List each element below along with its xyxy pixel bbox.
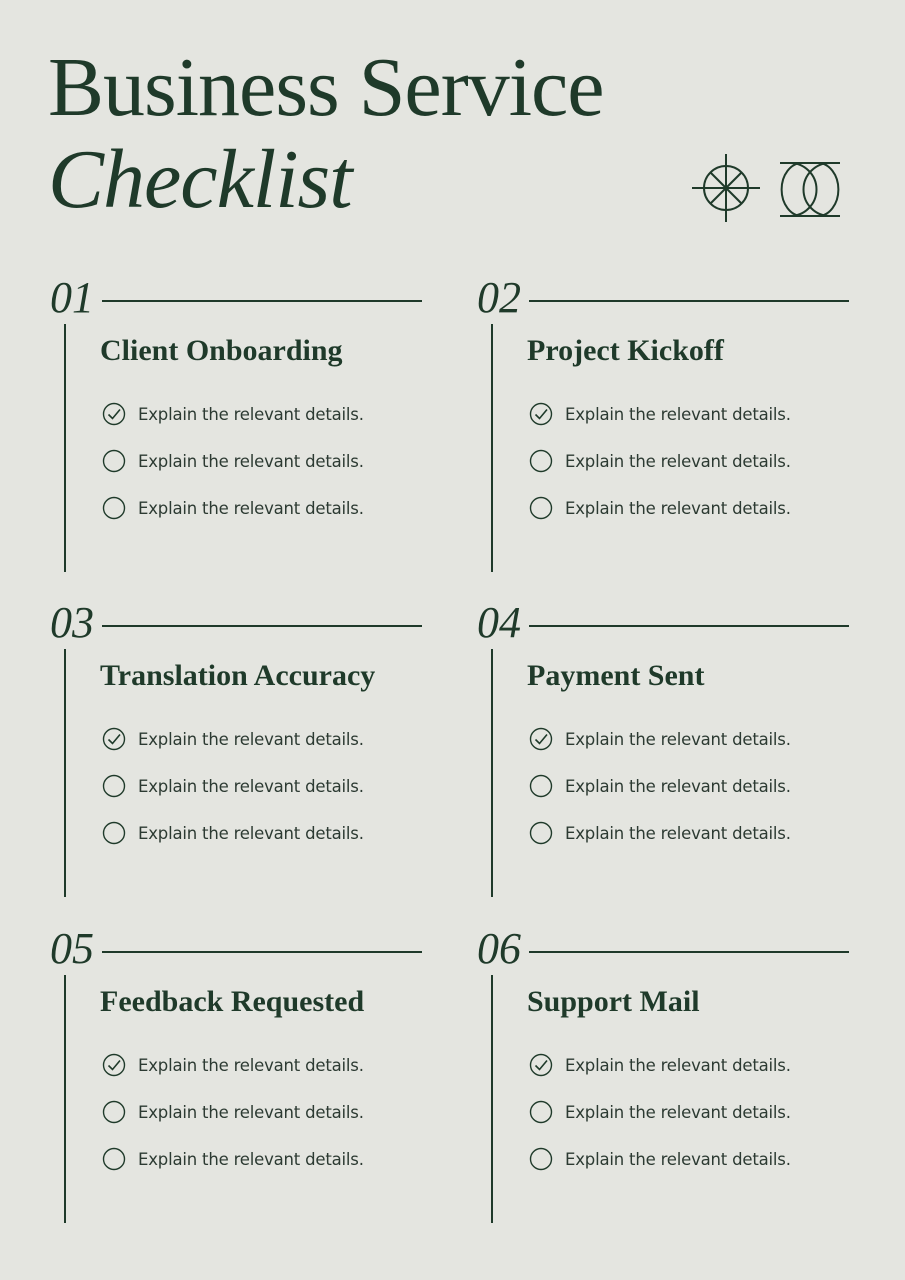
checklist-item[interactable] [529, 1053, 791, 1077]
checklist-item[interactable] [529, 774, 791, 798]
checklist-item-label: Explain the relevant details. [138, 1102, 364, 1122]
section-title: Payment Sent [527, 659, 705, 692]
empty-circle-icon[interactable] [529, 821, 553, 845]
section-number: 01 [50, 273, 94, 322]
page-title-line-1: Business Service [48, 41, 604, 134]
checklist-item-label: Explain the relevant details. [565, 451, 791, 471]
checklist-item[interactable] [529, 1100, 791, 1124]
section-number: 03 [50, 598, 94, 647]
checklist-item-label: Explain the relevant details. [565, 1102, 791, 1122]
empty-circle-icon[interactable] [102, 1147, 126, 1171]
checklist-item[interactable] [529, 449, 791, 473]
empty-circle-icon[interactable] [102, 449, 126, 473]
checked-circle-icon[interactable] [102, 402, 126, 426]
section-number: 04 [477, 598, 521, 647]
compass-star-icon [690, 152, 762, 224]
checklist-item[interactable] [102, 496, 364, 520]
section-number: 02 [477, 273, 521, 322]
checklist-item-label: Explain the relevant details. [565, 1055, 791, 1075]
checklist-item-label: Explain the relevant details. [138, 776, 364, 796]
checklist-section-04 [477, 598, 857, 901]
checklist-item-label: Explain the relevant details. [565, 1149, 791, 1169]
checklist-item-label: Explain the relevant details. [138, 404, 364, 424]
checklist-item-label: Explain the relevant details. [565, 729, 791, 749]
section-divider [529, 625, 849, 627]
checklist-item[interactable] [102, 402, 364, 426]
checklist [529, 727, 791, 868]
checklist-section-02 [477, 273, 857, 576]
section-rule [64, 975, 66, 1223]
section-number: 06 [477, 924, 521, 973]
checklist-item[interactable] [102, 1053, 364, 1077]
checklist-item[interactable] [102, 1100, 364, 1124]
checklist-item-label: Explain the relevant details. [138, 823, 364, 843]
section-title: Project Kickoff [527, 334, 724, 367]
checklist-item[interactable] [529, 821, 791, 845]
checklist-item-label: Explain the relevant details. [138, 1149, 364, 1169]
empty-circle-icon[interactable] [529, 449, 553, 473]
checklist-item[interactable] [102, 449, 364, 473]
checklist-item-label: Explain the relevant details. [138, 498, 364, 518]
checked-circle-icon[interactable] [102, 727, 126, 751]
checklist-item[interactable] [529, 727, 791, 751]
checklist-item-label: Explain the relevant details. [565, 498, 791, 518]
checklist [102, 1053, 364, 1194]
checklist-item[interactable] [529, 1147, 791, 1171]
section-rule [64, 649, 66, 897]
section-divider [102, 625, 422, 627]
section-rule [491, 649, 493, 897]
section-divider [102, 951, 422, 953]
empty-circle-icon[interactable] [102, 774, 126, 798]
section-number: 05 [50, 924, 94, 973]
checklist [529, 402, 791, 543]
section-title: Client Onboarding [100, 334, 343, 367]
empty-circle-icon[interactable] [529, 774, 553, 798]
checklist-item[interactable] [102, 1147, 364, 1171]
checklist [529, 1053, 791, 1194]
checked-circle-icon[interactable] [529, 727, 553, 751]
checklist [102, 727, 364, 868]
empty-circle-icon[interactable] [529, 496, 553, 520]
section-rule [491, 975, 493, 1223]
section-divider [529, 300, 849, 302]
section-divider [102, 300, 422, 302]
section-rule [491, 324, 493, 572]
section-title: Translation Accuracy [100, 659, 376, 692]
checklist-item-label: Explain the relevant details. [565, 404, 791, 424]
checklist-item[interactable] [102, 727, 364, 751]
checklist-item[interactable] [102, 821, 364, 845]
checked-circle-icon[interactable] [529, 402, 553, 426]
empty-circle-icon[interactable] [529, 1100, 553, 1124]
interlocking-arcs-icon [776, 160, 844, 220]
checklist-item[interactable] [102, 774, 364, 798]
checklist-section-01 [50, 273, 430, 576]
checklist-section-05 [50, 924, 430, 1227]
page-title-line-2: Checklist [48, 133, 352, 226]
section-title: Support Mail [527, 985, 700, 1018]
empty-circle-icon[interactable] [102, 496, 126, 520]
checklist-section-06 [477, 924, 857, 1227]
checked-circle-icon[interactable] [529, 1053, 553, 1077]
empty-circle-icon[interactable] [102, 821, 126, 845]
checked-circle-icon[interactable] [102, 1053, 126, 1077]
checklist-item[interactable] [529, 402, 791, 426]
checklist-item-label: Explain the relevant details. [565, 823, 791, 843]
section-divider [529, 951, 849, 953]
checklist [102, 402, 364, 543]
checklist-item-label: Explain the relevant details. [138, 1055, 364, 1075]
section-title: Feedback Requested [100, 985, 365, 1018]
checklist-item-label: Explain the relevant details. [138, 451, 364, 471]
checklist-item-label: Explain the relevant details. [138, 729, 364, 749]
empty-circle-icon[interactable] [529, 1147, 553, 1171]
checklist-item-label: Explain the relevant details. [565, 776, 791, 796]
empty-circle-icon[interactable] [102, 1100, 126, 1124]
checklist-section-03 [50, 598, 430, 901]
section-rule [64, 324, 66, 572]
checklist-item[interactable] [529, 496, 791, 520]
